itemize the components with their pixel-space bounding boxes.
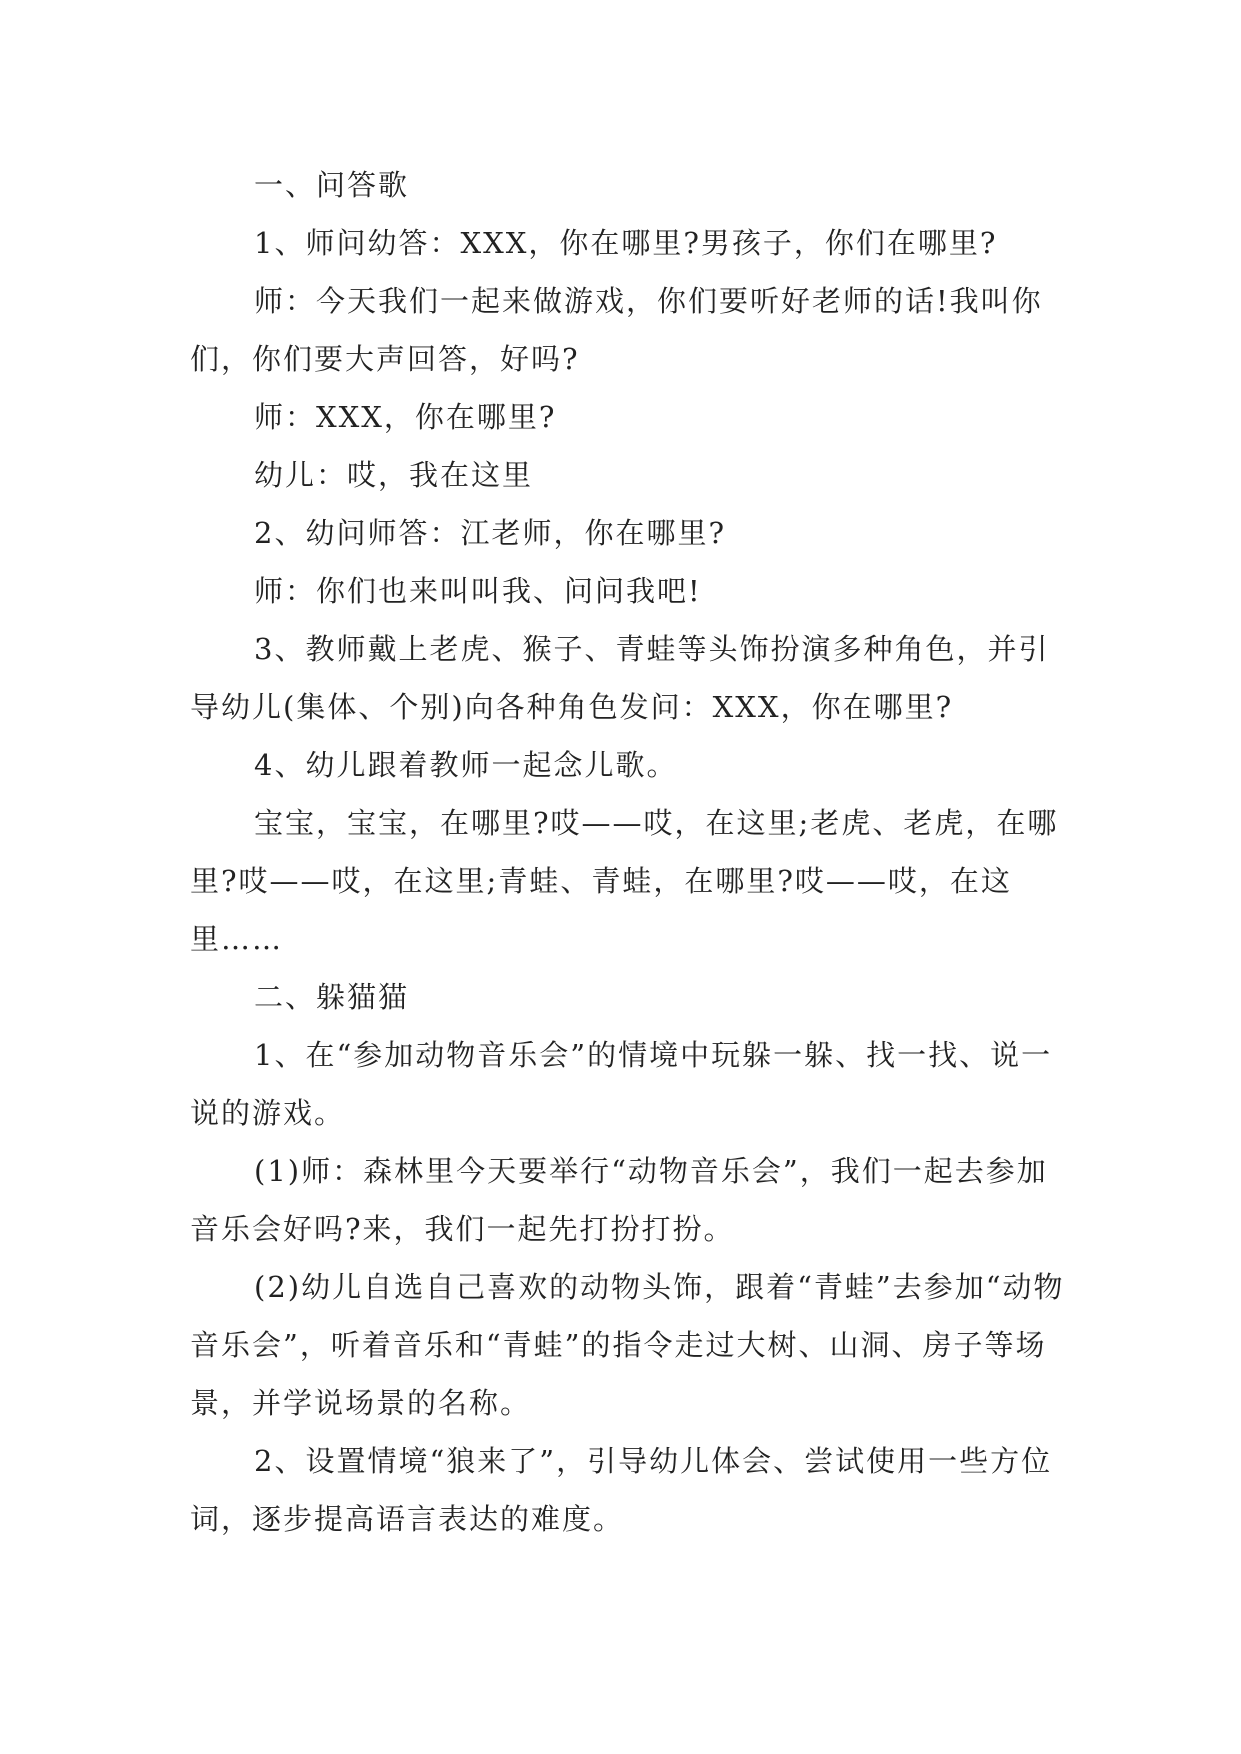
paragraph: 3、教师戴上老虎、猴子、青蛙等头饰扮演多种角色，并引导幼儿(集体、个别)向各种角色发问：XXX，你在哪里? bbox=[190, 632, 1050, 724]
heading-section-2: 二、躲猫猫 bbox=[254, 980, 410, 1014]
paragraph: (2)幼儿自选自己喜欢的动物头饰，跟着“青蛙”去参加“动物音乐会”，听着音乐和“青蛙”的指令走过大树、山洞、房子等场景，并学说场景的名称。 bbox=[190, 1270, 1065, 1420]
paragraph: 2、设置情境“狼来了”，引导幼儿体会、尝试使用一些方位词，逐步提高语言表达的难度。 bbox=[190, 1444, 1053, 1536]
paragraph: 4、幼儿跟着教师一起念儿歌。 bbox=[254, 748, 678, 782]
nursery-rhyme: 宝宝，宝宝，在哪里?哎——哎，在这里;老虎、老虎，在哪里?哎——哎，在这里;青蛙、青蛙，在哪里?哎——哎，在这里…… bbox=[190, 806, 1059, 956]
paragraph: 幼儿：哎，我在这里 bbox=[254, 458, 534, 492]
document-body bbox=[190, 156, 1070, 1548]
heading-section-1: 一、问答歌 bbox=[254, 168, 410, 202]
paragraph: (1)师：森林里今天要举行“动物音乐会”，我们一起去参加音乐会好吗?来，我们一起先打扮打扮。 bbox=[190, 1154, 1048, 1246]
paragraph: 师：XXX，你在哪里? bbox=[254, 400, 557, 434]
paragraph: 师：今天我们一起来做游戏，你们要听好老师的话!我叫你们，你们要大声回答，好吗? bbox=[190, 284, 1043, 376]
paragraph: 1、在“参加动物音乐会”的情境中玩躲一躲、找一找、说一说的游戏。 bbox=[190, 1038, 1053, 1130]
paragraph: 2、幼问师答：江老师，你在哪里? bbox=[254, 516, 726, 550]
paragraph: 1、师问幼答：XXX，你在哪里?男孩子，你们在哪里? bbox=[254, 226, 998, 260]
paragraph: 师：你们也来叫叫我、问问我吧! bbox=[254, 574, 702, 608]
